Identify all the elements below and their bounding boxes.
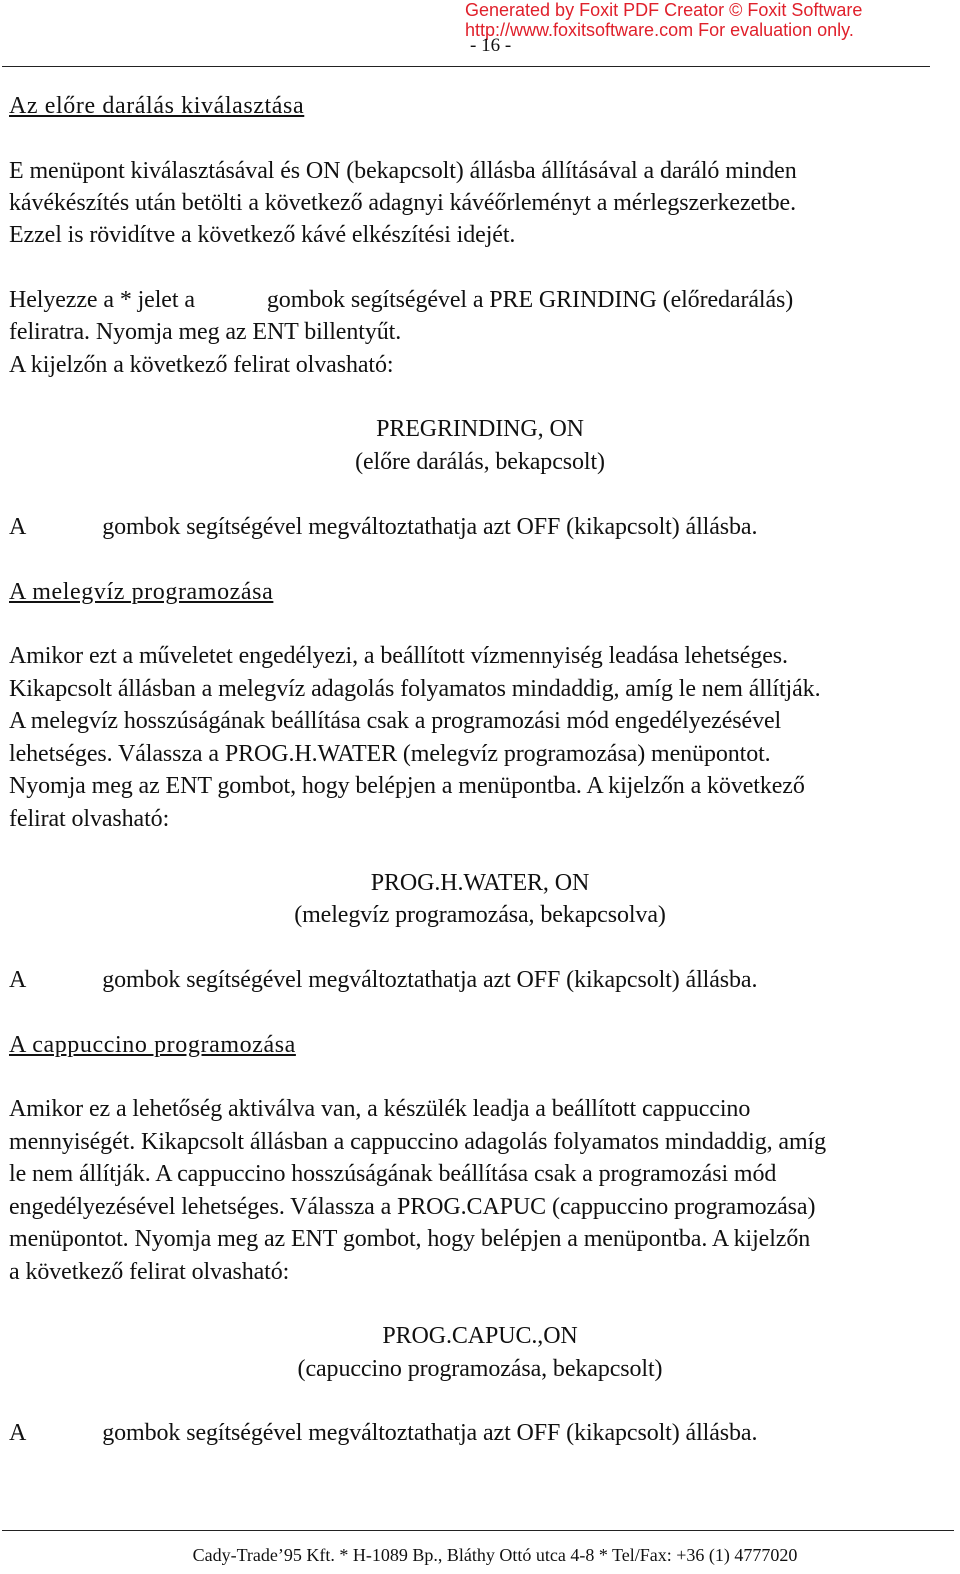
paragraph-line: a következő felirat olvasható: [9,1259,290,1285]
paragraph-line: menüpontot. Nyomja meg az ENT gombot, hogy belépjen a menüpontba. A kijelzőn [9,1226,811,1252]
display-text: PROG.H.WATER, ON [370,870,590,896]
change-text: gombok segítségével megváltoztathatja azt OFF (kikapcsolt) állásba. [102,514,758,540]
display-translation: (előre darálás, bekapcsolt) [355,449,605,475]
change-text: gombok segítségével megváltoztathatja azt OFF (kikapcsolt) állásba. [102,1420,758,1446]
change-article: A [9,1420,27,1446]
paragraph-line: feliratra. Nyomja meg az ENT billentyűt. [9,319,402,345]
footer-divider [2,1530,954,1531]
watermark-line-2: http://www.foxitsoftware.com For evaluation only. [465,20,854,40]
display-text: PROG.CAPUC.,ON [382,1323,578,1349]
watermark-line-1: Generated by Foxit PDF Creator © Foxit Software [465,0,863,20]
change-text: gombok segítségével megváltoztathatja azt OFF (kikapcsolt) állásba. [102,967,758,993]
paragraph-line: E menüpont kiválasztásával és ON (bekapcsolt) állásba állításával a daráló minden [9,158,797,184]
instruction-end: gombok segítségével a PRE GRINDING (előredarálás) [266,287,794,313]
change-article: A [9,967,27,993]
paragraph-line: mennyiségét. Kikapcsolt állásban a cappuccino adagolás folyamatos mindaddig, amíg [9,1129,826,1155]
header-divider [2,66,930,67]
paragraph-line: lehetséges. Válassza a PROG.H.WATER (melegvíz programozása) menüpontot. [9,741,771,767]
section-heading-hot-water: A melegvíz programozása [9,579,274,605]
section-heading-cappuccino: A cappuccino programozása [9,1032,296,1058]
change-instruction [9,964,757,996]
paragraph-line: A melegvíz hosszúságának beállítása csak a programozási mód engedélyezésével [9,708,782,734]
paragraph-line: le nem állítják. A cappuccino hosszúságának beállítása csak a programozási mód [9,1161,777,1187]
section-heading-pregrinding: Az előre darálás kiválasztása [9,93,305,119]
change-instruction [9,511,757,543]
display-translation: (melegvíz programozása, bekapcsolva) [294,902,666,928]
paragraph-line: Amikor ez a lehetőség aktiválva van, a készülék leadja a beállított cappuccino [9,1096,751,1122]
paragraph-line: kávékészítés után betölti a következő adagnyi kávéőrleményt a mérlegszerkezetbe. [9,190,796,216]
page-number: - 16 - [470,35,512,56]
paragraph-line: Amikor ezt a műveletet engedélyezi, a beállított vízmennyiség leadása lehetséges. [9,643,788,669]
paragraph-line: Ezzel is rövidítve a következő kávé elkészítési idejét. [9,222,516,248]
paragraph-line: A kijelzőn a következő felirat olvasható: [9,352,394,378]
paragraph-line [9,284,793,316]
display-text: PREGRINDING, ON [376,416,584,442]
change-instruction [9,1417,757,1449]
instruction-start: Helyezze a * jelet a [9,287,195,313]
change-article: A [9,514,27,540]
paragraph-line: Kikapcsolt állásban a melegvíz adagolás folyamatos mindaddig, amíg le nem állítják. [9,676,821,702]
paragraph-line: Nyomja meg az ENT gombot, hogy belépjen a menüpontba. A kijelzőn a következő [9,773,805,799]
paragraph-line: felirat olvasható: [9,806,170,832]
paragraph-line: engedélyezésével lehetséges. Válassza a PROG.CAPUC (cappuccino programozása) [9,1194,816,1220]
footer-contact: Cady-Trade’95 Kft. * H-1089 Bp., Bláthy Ottó utca 4-8 * Tel/Fax: +36 (1) 4777020 [192,1545,798,1565]
display-translation: (capuccino programozása, bekapcsolt) [297,1356,663,1382]
